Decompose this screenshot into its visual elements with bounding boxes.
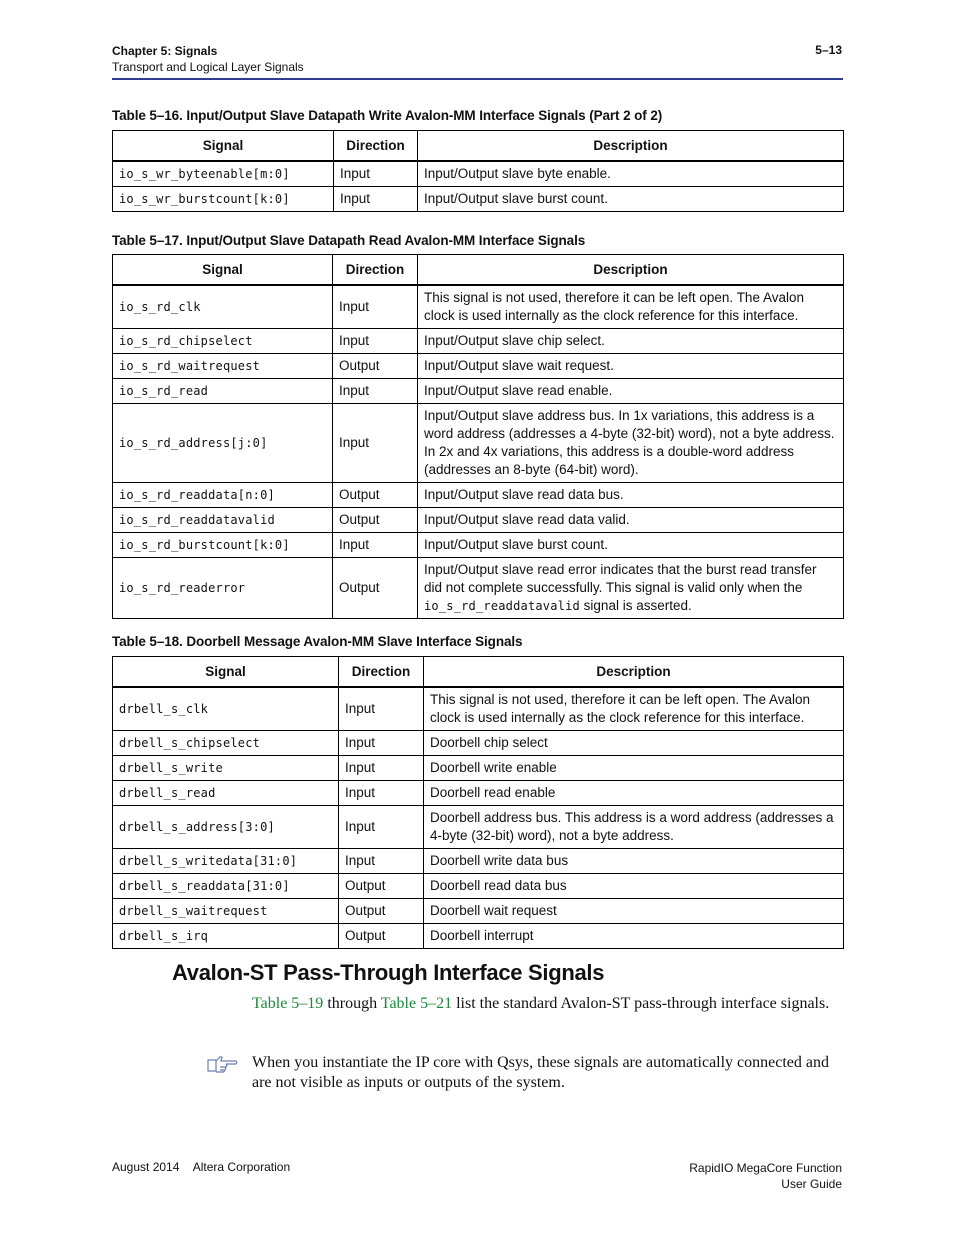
direction-cell: Input (333, 404, 418, 483)
table-body (113, 687, 844, 949)
paragraph-text: through (323, 995, 381, 1012)
column-header-description: Description (418, 131, 844, 162)
footer-right (689, 1160, 842, 1192)
table-row (113, 687, 844, 731)
table-row (113, 558, 844, 619)
description-cell: Doorbell interrupt (424, 924, 844, 949)
signal-cell: io_s_rd_address[j:0] (113, 404, 333, 483)
signal-cell: drbell_s_chipselect (113, 731, 339, 756)
section-heading: Avalon-ST Pass-Through Interface Signals (172, 960, 605, 985)
signal-cell: drbell_s_readdata[31:0] (113, 874, 339, 899)
description-cell: This signal is not used, therefore it can be left open. The Avalon clock is used internally as the clock reference for this interface. (418, 285, 844, 329)
direction-cell: Input (333, 533, 418, 558)
direction-cell: Output (333, 354, 418, 379)
table-row (113, 285, 844, 329)
table-5-21-link[interactable]: Table 5–21 (380, 995, 453, 1012)
description-cell: Input/Output slave address bus. In 1x variations, this address is a word address (addresses a 4-byte (32-bit) word), not a byte address. In 2x and 4x variations, this address is a double-word address (addresses an 8-byte (64-bit) word). (418, 404, 844, 483)
description-cell: Doorbell wait request (424, 899, 844, 924)
description-cell: Input/Output slave read data valid. (418, 508, 844, 533)
signal-cell: io_s_rd_readdatavalid (113, 508, 333, 533)
description-cell: Input/Output slave byte enable. (418, 161, 844, 187)
direction-cell: Input (333, 285, 418, 329)
signal-cell: drbell_s_read (113, 781, 339, 806)
table-row (113, 781, 844, 806)
header-rule (112, 78, 843, 80)
description-cell: Input/Output slave burst count. (418, 187, 844, 212)
direction-cell: Input (334, 161, 418, 187)
description-cell: Input/Output slave wait request. (418, 354, 844, 379)
column-header-direction: Direction (339, 657, 424, 688)
description-cell: Doorbell read data bus (424, 874, 844, 899)
table-caption: Table 5–17. Input/Output Slave Datapath Read Avalon-MM Interface Signals (112, 233, 586, 248)
description-tail: signal is asserted. (579, 598, 692, 613)
table-row (113, 849, 844, 874)
signal-cell: drbell_s_address[3:0] (113, 806, 339, 849)
direction-cell: Output (333, 483, 418, 508)
table-row (113, 379, 844, 404)
table-row (113, 899, 844, 924)
direction-cell: Input (333, 329, 418, 354)
direction-cell: Input (339, 731, 424, 756)
column-header-direction: Direction (334, 131, 418, 162)
page-number: 5–13 (815, 43, 842, 57)
signal-cell: io_s_rd_readdata[n:0] (113, 483, 333, 508)
table-row (113, 874, 844, 899)
description-cell: Doorbell address bus. This address is a word address (addresses a 4-byte (32-bit) word), not a byte address. (424, 806, 844, 849)
section-subtitle: Transport and Logical Layer Signals (112, 60, 304, 74)
direction-cell: Input (339, 687, 424, 731)
table-row (113, 354, 844, 379)
table-header-row (113, 255, 844, 286)
column-header-signal: Signal (113, 657, 339, 688)
table-row (113, 508, 844, 533)
description-cell: Input/Output slave read data bus. (418, 483, 844, 508)
signal-cell: io_s_rd_readerror (113, 558, 333, 619)
inline-signal-name: io_s_rd_readdatavalid (424, 599, 580, 613)
column-header-signal: Signal (113, 255, 333, 286)
description-cell: Input/Output slave burst count. (418, 533, 844, 558)
footer-left (112, 1160, 290, 1174)
signal-cell: io_s_rd_burstcount[k:0] (113, 533, 333, 558)
table-5-16 (112, 130, 844, 212)
column-header-description: Description (424, 657, 844, 688)
signal-cell: drbell_s_writedata[31:0] (113, 849, 339, 874)
table-5-17 (112, 254, 844, 619)
pointing-hand-icon (206, 1053, 238, 1073)
signal-cell: io_s_rd_read (113, 379, 333, 404)
table-row (113, 483, 844, 508)
chapter-title: Chapter 5: Signals (112, 44, 218, 58)
section-paragraph (252, 994, 847, 1014)
signal-cell: drbell_s_waitrequest (113, 899, 339, 924)
table-row (113, 161, 844, 187)
direction-cell: Input (333, 379, 418, 404)
direction-cell: Output (339, 874, 424, 899)
footer-doc: User Guide (781, 1177, 842, 1191)
table-row (113, 806, 844, 849)
footer-company: Altera Corporation (192, 1160, 291, 1174)
description-cell: Doorbell chip select (424, 731, 844, 756)
description-cell: Input/Output slave read enable. (418, 379, 844, 404)
description-cell: This signal is not used, therefore it can be left open. The Avalon clock is used internally as the clock reference for this interface. (424, 687, 844, 731)
description-cell: Doorbell write enable (424, 756, 844, 781)
footer-date: August 2014 (112, 1160, 180, 1174)
table-row (113, 187, 844, 212)
signal-cell: io_s_wr_byteenable[m:0] (113, 161, 334, 187)
column-header-description: Description (418, 255, 844, 286)
column-header-direction: Direction (333, 255, 418, 286)
running-header (112, 43, 304, 75)
note-text: When you instantiate the IP core with Qsys, these signals are automatically connected and are not visible as inputs or outputs of the system. (252, 1054, 830, 1091)
direction-cell: Output (339, 899, 424, 924)
table-header-row (113, 657, 844, 688)
table-header-row (113, 131, 844, 162)
description-cell: Input/Output slave read error indicates that the burst read transfer did not complete successfully. This signal is valid only when the io_s_rd_readdatavalid signal is asserted. (418, 558, 844, 619)
table-row (113, 924, 844, 949)
direction-cell: Input (339, 806, 424, 849)
table-row (113, 756, 844, 781)
signal-cell: io_s_wr_burstcount[k:0] (113, 187, 334, 212)
signal-cell: io_s_rd_chipselect (113, 329, 333, 354)
description-cell: Input/Output slave chip select. (418, 329, 844, 354)
table-body (113, 161, 844, 212)
table-row (113, 731, 844, 756)
direction-cell: Input (339, 849, 424, 874)
direction-cell: Input (334, 187, 418, 212)
signal-cell: io_s_rd_waitrequest (113, 354, 333, 379)
signal-cell: drbell_s_irq (113, 924, 339, 949)
column-header-signal: Signal (113, 131, 334, 162)
direction-cell: Input (339, 756, 424, 781)
description-cell: Doorbell write data bus (424, 849, 844, 874)
table-5-18 (112, 656, 844, 949)
table-5-19-link[interactable]: Table 5–19 (252, 995, 324, 1012)
direction-cell: Output (333, 508, 418, 533)
direction-cell: Input (339, 781, 424, 806)
table-caption: Table 5–16. Input/Output Slave Datapath Write Avalon-MM Interface Signals (Part 2 of 2) (112, 108, 663, 123)
direction-cell: Output (339, 924, 424, 949)
table-body (113, 285, 844, 619)
direction-cell: Output (333, 558, 418, 619)
description-cell: Doorbell read enable (424, 781, 844, 806)
table-caption: Table 5–18. Doorbell Message Avalon-MM Slave Interface Signals (112, 634, 523, 649)
footer-product: RapidIO MegaCore Function (689, 1161, 842, 1175)
signal-cell: drbell_s_clk (113, 687, 339, 731)
table-row (113, 329, 844, 354)
paragraph-text: list the standard Avalon-ST pass-through interface signals. (452, 995, 830, 1012)
table-row (113, 404, 844, 483)
table-row (113, 533, 844, 558)
signal-cell: io_s_rd_clk (113, 285, 333, 329)
signal-cell: drbell_s_write (113, 756, 339, 781)
